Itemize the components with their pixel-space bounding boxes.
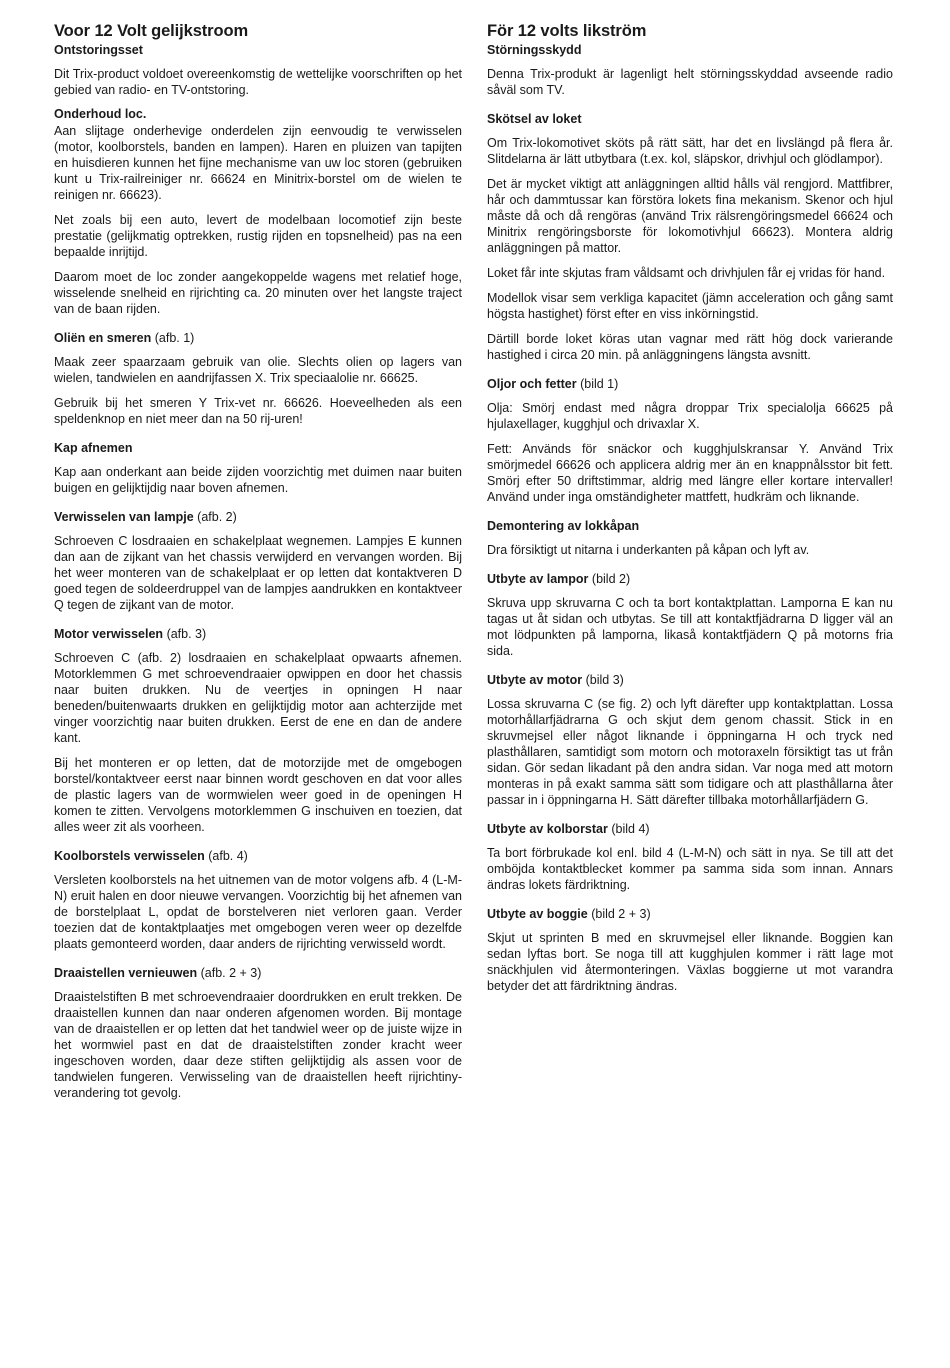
- left-title: Voor 12 Volt gelijkstroom: [54, 22, 249, 40]
- right-section-2: [487, 519, 893, 558]
- column-swedish: [487, 22, 893, 1003]
- section-title: Draaistellen vernieuwen: [54, 966, 198, 980]
- left-section-3: [54, 510, 462, 613]
- section-ref: (bild 2 + 3): [591, 907, 651, 921]
- left-intro: Dit Trix-product voldoet overeenkomstig de wettelijke voorschriften op het gebied van radio- en TV-ontstoring.: [54, 67, 462, 97]
- paragraph: Ta bort förbrukade kol enl. bild 4 (L-M-N) och sätt in nya. Se till att det omböjda kontaktblecket kommer pa samma sida som innan. Annars ändras lokets färdriktning.: [487, 846, 893, 892]
- paragraph: Därtill borde loket köras utan vagnar med rätt hög dock varierande hastighed i circa 20 min. på anläggningens längsta avsnitt.: [487, 332, 893, 362]
- left-subtitle: Ontstoringsset: [54, 43, 143, 57]
- paragraph: Daarom moet de loc zonder aangekoppelde wagens met relatief hoge, wisselende snelheid en rijrichting ca. 20 minuten over het langste traject van de baan rijden.: [54, 270, 462, 316]
- right-section-1: [487, 377, 893, 505]
- section-title: Koolborstels verwisselen: [54, 849, 205, 863]
- paragraph: Net zoals bij een auto, levert de modelbaan locomotief zijn beste prestatie (gelijkmatig optrekken, rustig rijden en topsnelheid) pas na een bepaalde inrijtijd.: [54, 213, 462, 259]
- section-title: Utbyte av lampor: [487, 572, 589, 586]
- paragraph: Schroeven C (afb. 2) losdraaien en schakelplaat opwaarts afnemen. Motorklemmen G met schroevendraaier opwippen en door het chassis naar buiten drukken. Nu de veertjes in opningen H naar beneden/buitenwaarts drukken en gelijktijdig motor aan achterzijde met vinger voorzichtig naar buiten drukken. Eerst de ene en dan de andere kant.: [54, 651, 462, 745]
- left-section-4: [54, 627, 462, 835]
- right-intro: Denna Trix-produkt är lagenligt helt störningsskyddad avseende radio såväl som TV.: [487, 67, 893, 97]
- left-section-2: [54, 441, 462, 496]
- section-ref: (bild 2): [591, 572, 631, 586]
- section-title: Kap afnemen: [54, 441, 133, 455]
- paragraph: Schroeven C losdraaien en schakelplaat wegnemen. Lampjes E kunnen dan aan de zijkant van het chassis verwijderd en vervangen worden. Bij het weer monteren van de schakelplaat er op letten dat kontaktveren D goed tegen de soldeerdruppel van de lampjes aandrukken en kontaktveer Q tegen de zijkant van de motor.: [54, 534, 462, 612]
- section-ref: (bild 1): [580, 377, 619, 391]
- right-title: För 12 volts likström: [487, 22, 647, 40]
- paragraph: Versleten koolborstels na het uitnemen van de motor volgens afb. 4 (L-M-N) eruit halen en door nieuwe vervangen. Voorzichtig bij het afnemen van de borstelplaat L, opdat de borstelveren niet verloren gaan. Verder toezien dat de kontaktplaatjes met omgebogen veren weer op dezelfde plaats gemonteerd worden, daar anders de rijrichting verwisseld wordt.: [54, 873, 462, 951]
- paragraph: Lossa skruvarna C (se fig. 2) och lyft därefter upp kontaktplattan. Lossa motorhållarfjädrarna G och skjut dem genom chassit. Stick in en skruvmejsel eller något liknande i öppningarna H och tryck ned plasthållaren, samtidigt som motorn och motoraxeln försiktigt tas ut från sidan. Gör sedan likadant på den andra sidan. Var noga med att motorn monteras in på exakt samma sätt som tidigare och att plasthållarna åter passar in i öppningarna H. Sätt därefter tillbaka motorhållarfjädern G.: [487, 697, 893, 807]
- right-section-4: [487, 673, 893, 808]
- paragraph: Dra försiktigt ut nitarna i underkanten på kåpan och lyft av.: [487, 543, 810, 557]
- right-section-0: [487, 112, 893, 363]
- section-title: Onderhoud loc.: [54, 107, 147, 121]
- right-section-3: [487, 572, 893, 659]
- right-section-6: [487, 907, 893, 994]
- left-section-6: [54, 966, 462, 1101]
- right-section-5: [487, 822, 893, 893]
- section-ref: (afb. 2 + 3): [200, 966, 262, 980]
- section-ref: (afb. 1): [154, 331, 195, 345]
- paragraph: Skruva upp skruvarna C och ta bort kontaktplattan. Lamporna E kan nu tagas ut åt sidan och utbytas. Se till att kontaktfjädrarna D ligger väl an mot lödpunkten på lamporna, likaså kontaktfjädern Q på motorns fria sida.: [487, 596, 893, 658]
- section-ref: (bild 4): [611, 822, 650, 836]
- section-ref: (afb. 3): [166, 627, 207, 641]
- section-ref: (afb. 2): [197, 510, 237, 524]
- section-title: Utbyte av kolborstar: [487, 822, 608, 836]
- section-title: Skötsel av loket: [487, 112, 582, 126]
- left-section-1: [54, 331, 462, 427]
- left-section-0: [54, 107, 462, 317]
- paragraph: Det är mycket viktigt att anläggningen alltid hålls väl rengjord. Mattfibrer, hår och dammtussar kan förstöra lokets fina mekanism. Skenor och hjul måste då och då rengöras (använd Trix rälsrengöringsmedel 66624 och Minitrix rengöringsborste för lokomotivhjul 66623). Montera aldrig anläggningen på mattor.: [487, 177, 893, 255]
- paragraph: Skjut ut sprinten B med en skruvmejsel eller liknande. Boggien kan sedan lyftas bort. Se noga till att kugghjulen kommer i rätt lage mot snäckhjulen vid återmonteringen. Växlas boggierne ut mot varandra betyder det att färdriktning ändras.: [487, 931, 893, 993]
- column-dutch: [54, 22, 462, 1110]
- paragraph: Draaistelstiften B met schroevendraaier doordrukken en erult trekken. De draaistellen kunnen dan naar onderen afgenomen worden. Bij montage van de draaistellen er op letten dat het tandwiel weer op de juiste wijze in het wormwiel past en dat de draaistelstiften zonder kracht weer ingeschoven worden, daar deze stiften gelijktijdig als assen voor de tandwielen fungeren. Verwisseling van de draaistellen heeft rijrichtiny-verandering tot gevolg.: [54, 990, 462, 1100]
- left-section-5: [54, 849, 462, 952]
- paragraph: Loket får inte skjutas fram våldsamt och drivhjulen får ej vridas för hand.: [487, 266, 886, 280]
- paragraph: Maak zeer spaarzaam gebruik van olie. Slechts olien op lagers van wielen, tandwielen en aandrijfassen X. Trix speciaalolie nr. 66625.: [54, 355, 462, 385]
- section-title: Oljor och fetter: [487, 377, 577, 391]
- paragraph: Aan slijtage onderhevige onderdelen zijn eenvoudig te verwisselen (motor, koolborstels, banden en lampen). Haren en pluizen van tapijten en huisdieren kunnen het fijne mechanisme van uw loc storen (gebruiken kunt u Trix-railreiniger nr. 66624 en Minitrix-borstel om de wielen te reinigen nr. 66623).: [54, 124, 462, 202]
- paragraph: Gebruik bij het smeren Y Trix-vet nr. 66626. Hoeveelheden als een speldenknop en niet meer dan na 50 rij-uren!: [54, 396, 462, 426]
- right-subtitle: Störningsskydd: [487, 43, 582, 57]
- paragraph: Modellok visar sem verkliga kapacitet (jämn acceleration och gång samt högsta hastighet) först efter en viss inkörningstid.: [487, 291, 893, 321]
- paragraph: Kap aan onderkant aan beide zijden voorzichtig met duimen naar buiten buigen en gelijktijdig naar boven afnemen.: [54, 465, 462, 495]
- paragraph: Bij het monteren er op letten, dat de motorzijde met de omgebogen borstel/kontaktveer eerst naar binnen wordt geschoven en dat voor alles de plastic lagers van de wormwielen weer goed in de openingen H komen te zitten. Vervolgens motorklemmen G inschuiven en toezien, dat alles weer zit als voorheen.: [54, 756, 462, 834]
- section-title: Demontering av lokkåpan: [487, 519, 640, 533]
- section-title: Utbyte av boggie: [487, 907, 588, 921]
- section-ref: (bild 3): [585, 673, 624, 687]
- section-title: Utbyte av motor: [487, 673, 583, 687]
- section-title: Motor verwisselen: [54, 627, 164, 641]
- section-title: Oliën en smeren: [54, 331, 152, 345]
- paragraph: Olja: Smörj endast med några droppar Trix specialolja 66625 på hjulaxellager, kugghjul och drivaxlar X.: [487, 401, 893, 431]
- section-title: Verwisselen van lampje: [54, 510, 194, 524]
- paragraph: Fett: Används för snäckor och kugghjulskransar Y. Använd Trix smörjmedel 66626 och applicera aldrig mer än en knappnålsstor bit fett. Smörj efter 50 driftstimmar, aldrig med längre eller kortare intervaller! Använd under inga omständigheter mattfett, hudkräm och liknande.: [487, 442, 893, 504]
- paragraph: Om Trix-lokomotivet sköts på rätt sätt, har det en livslängd på flera år. Slitdelarna är lätt utbytbara (t.ex. kol, släpskor, drivhjul och glödlampor).: [487, 136, 893, 166]
- section-ref: (afb. 4): [208, 849, 248, 863]
